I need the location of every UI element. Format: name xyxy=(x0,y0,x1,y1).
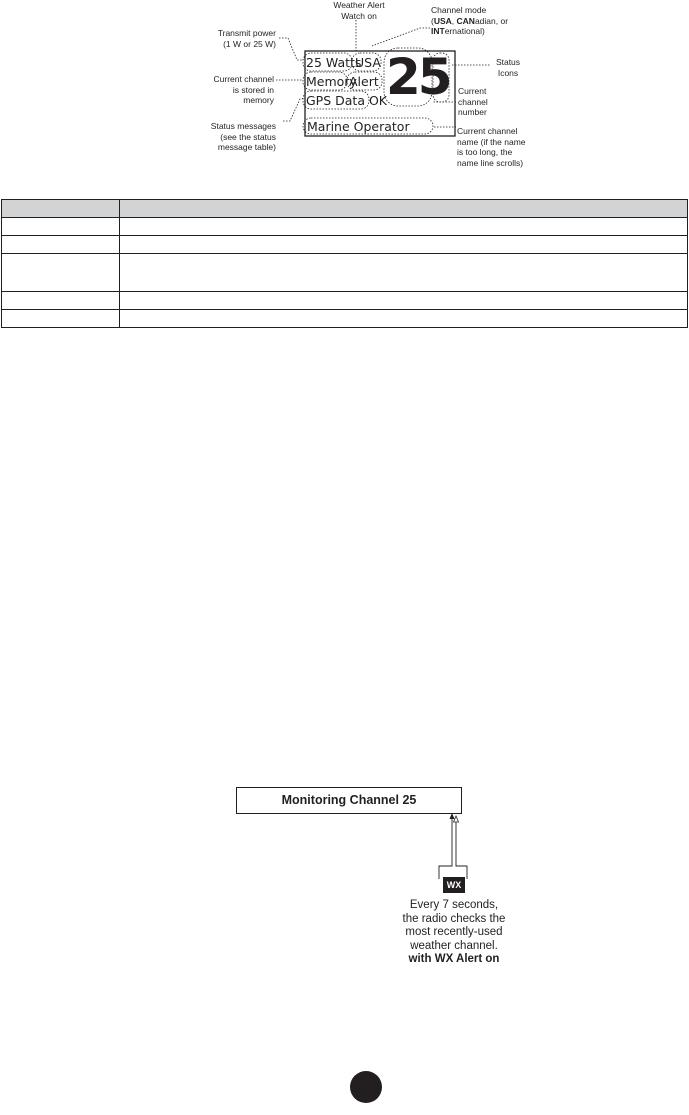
channel-number-line1: Current xyxy=(458,86,487,96)
channel-name-line1: Current channel xyxy=(457,126,518,136)
status-messages-line2: (see the status xyxy=(220,131,276,142)
transmit-power-line2: (1 W or 25 W) xyxy=(223,38,276,49)
status-messages-line3: message table) xyxy=(217,142,276,152)
wx-caption-line1: Every 7 seconds, xyxy=(409,899,499,911)
wx-caption-bold: with WX Alert on xyxy=(408,953,500,965)
lcd-power: 25 Watts xyxy=(306,55,362,70)
channel-mode-line1: Channel mode xyxy=(431,5,487,15)
weather-alert-line2: Watch on xyxy=(341,10,377,21)
wx-caption xyxy=(384,899,524,967)
page-number-dot xyxy=(350,1071,382,1103)
weather-alert-line1: Weather Alert xyxy=(333,0,385,10)
channel-name-line3: is too long, the xyxy=(457,147,513,157)
lcd-channel-number: 25 xyxy=(386,48,450,106)
open-paren: ( xyxy=(431,15,434,26)
status-icons-line1: Status xyxy=(495,57,521,67)
wx-caption-line3: most recently-used xyxy=(405,926,503,938)
lcd-memory: Memory xyxy=(306,74,357,89)
lcd-channel-name: Marine Operator xyxy=(307,119,410,134)
lcd-gps: GPS Data OK xyxy=(306,93,387,108)
memory-line3: memory xyxy=(243,95,274,105)
channel-number-line3: number xyxy=(458,107,487,117)
lcd-alert: Alert xyxy=(349,74,379,89)
transmit-power-line1: Transmit power xyxy=(217,28,276,38)
channel-number-line2: channel xyxy=(458,96,488,107)
mode-international-rest: ernational) xyxy=(444,26,485,36)
mode-usa: USA xyxy=(433,15,452,26)
mode-can: CAN xyxy=(456,15,475,26)
status-icons-line2: Icons xyxy=(497,67,519,78)
mode-int: INT xyxy=(431,26,445,36)
status-messages-line1: Status messages xyxy=(210,121,276,131)
memory-line2: is stored in xyxy=(232,84,274,95)
channel-name-line2: name (if the name xyxy=(457,136,526,147)
monitoring-channel-label: Monitoring Channel 25 xyxy=(281,793,417,807)
wx-icon: WX xyxy=(443,877,465,893)
memory-line1: Current channel xyxy=(213,74,274,84)
lcd-mode: USA xyxy=(355,55,381,70)
mode-sep: , xyxy=(451,15,457,26)
wx-caption-line4: weather channel. xyxy=(410,939,498,952)
channel-name-line4: name line scrolls) xyxy=(457,157,524,168)
wx-caption-line2: the radio checks the xyxy=(402,912,506,925)
mode-canadian-rest: adian, or xyxy=(474,15,509,26)
